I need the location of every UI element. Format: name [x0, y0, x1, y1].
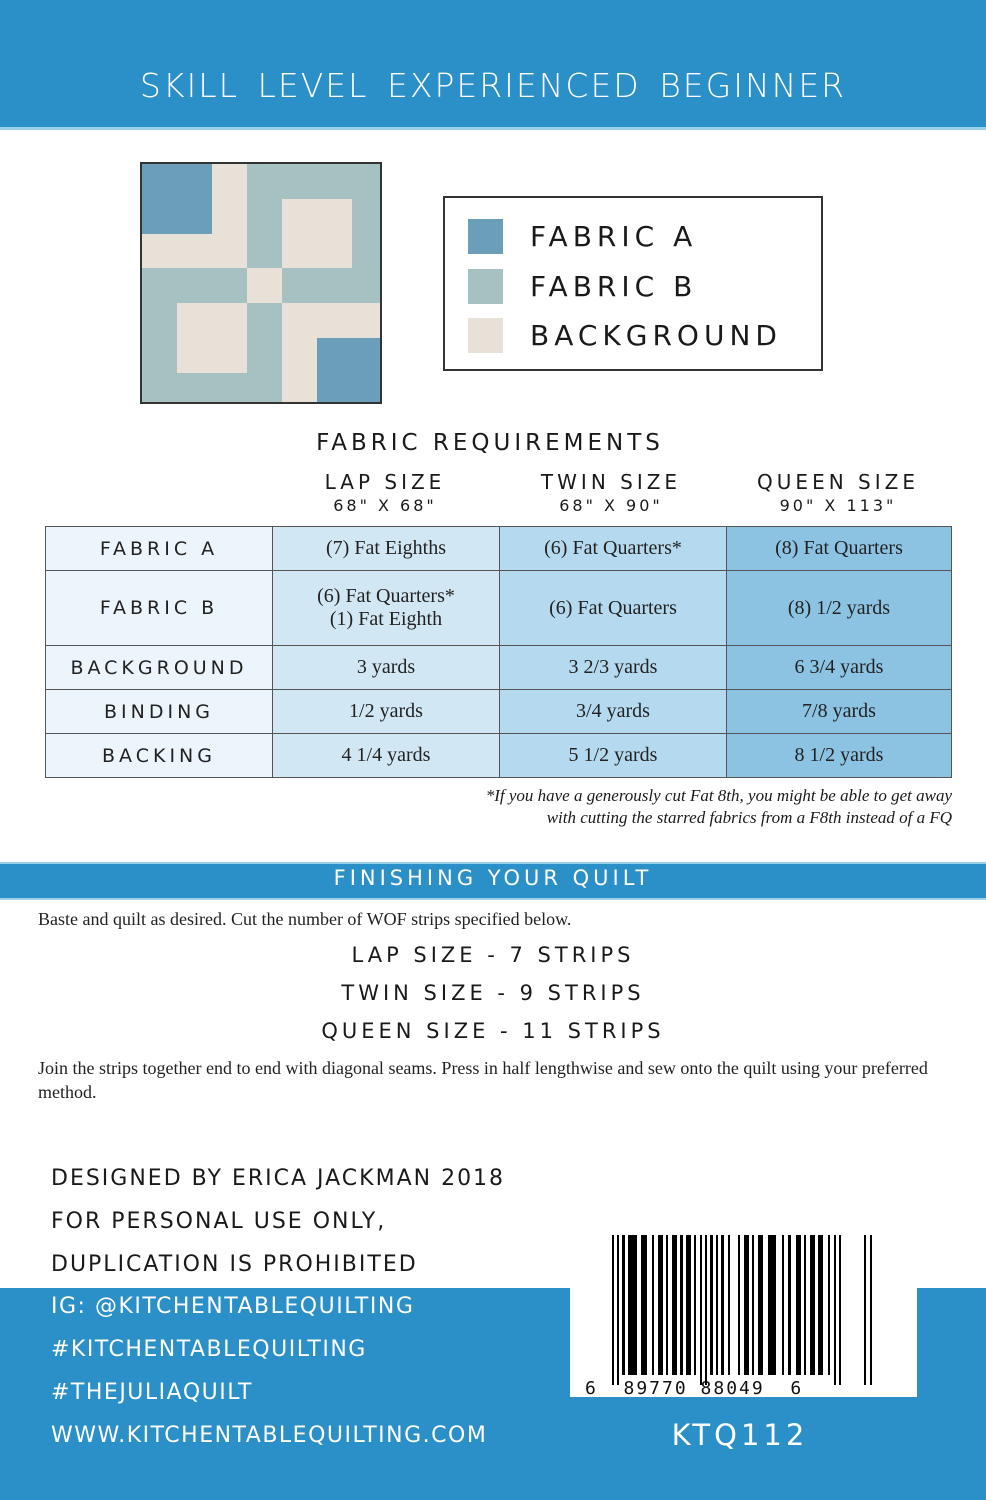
pattern-sku: KTQ112	[671, 1418, 809, 1452]
credit-duplication: DUPLICATION IS PROHIBITED	[51, 1252, 418, 1277]
strips-lap: LAP SIZE - 7 STRIPS	[351, 943, 635, 967]
barcode-number: 6 89770 88049 6	[585, 1378, 804, 1399]
legend-item-fabric-a: FABRIC A	[468, 218, 697, 254]
skill-level-title: SKILL LEVEL EXPERIENCED BEGINNER	[139, 66, 847, 105]
strips-twin: TWIN SIZE - 9 STRIPS	[341, 981, 645, 1005]
header-band	[0, 0, 986, 130]
website-link[interactable]: WWW.KITCHENTABLEQUILTING.COM	[51, 1423, 488, 1448]
footnote: *If you have a generously cut Fat 8th, you might be able to get away with cutting the starred fabrics from a F8th instead of a FQ	[485, 786, 952, 827]
finishing-intro: Baste and quilt as desired. Cut the number of WOF strips specified below.	[38, 909, 572, 929]
finishing-outro: Join the strips together end to end with diagonal seams. Press in half lengthwise and sew onto the quilt using your preferred method.	[38, 1058, 928, 1102]
legend-item-background: BACKGROUND	[468, 317, 782, 353]
column-header-lap: LAP SIZE 68" X 68"	[324, 470, 446, 515]
credit-personal-use: FOR PERSONAL USE ONLY,	[51, 1209, 387, 1234]
quilt-block-diagram	[140, 162, 382, 404]
legend-item-fabric-b: FABRIC B	[468, 268, 697, 304]
column-header-twin: TWIN SIZE 68" X 90"	[540, 470, 682, 515]
strips-queen: QUEEN SIZE - 11 STRIPS	[321, 1019, 665, 1043]
social-instagram[interactable]: IG: @KITCHENTABLEQUILTING	[51, 1294, 415, 1319]
fabric-requirements-table	[45, 526, 952, 778]
credit-designer: DESIGNED BY ERICA JACKMAN 2018	[51, 1166, 506, 1191]
swatch-fabric-a	[468, 219, 503, 254]
center-patch	[247, 268, 282, 303]
requirements-title: FABRIC REQUIREMENTS	[316, 430, 664, 456]
social-hashtag-julia[interactable]: #THEJULIAQUILT	[51, 1380, 253, 1405]
social-hashtag-ktq[interactable]: #KITCHENTABLEQUILTING	[51, 1337, 367, 1362]
table-row: BACKING 4 1/4 yards 5 1/2 yards 8 1/2 yards	[46, 734, 952, 778]
barcode-icon	[612, 1235, 877, 1385]
fabric-a-patch	[142, 164, 212, 234]
finishing-title: FINISHING YOUR QUILT	[333, 866, 653, 890]
swatch-fabric-b	[468, 269, 503, 304]
table-row: FABRIC B (6) Fat Quarters* (1) Fat Eighth (6) Fat Quarters (8) 1/2 yards	[46, 571, 952, 646]
table-row: FABRIC A (7) Fat Eighths (6) Fat Quarters* (8) Fat Quarters	[46, 527, 952, 571]
background-patch	[282, 199, 352, 268]
fabric-a-patch	[317, 338, 380, 402]
swatch-background	[468, 318, 503, 353]
background-patch	[177, 303, 247, 373]
table-row: BINDING 1/2 yards 3/4 yards 7/8 yards	[46, 690, 952, 734]
column-header-queen: QUEEN SIZE 90" X 113"	[757, 470, 919, 515]
fabric-legend	[443, 196, 823, 371]
table-row: BACKGROUND 3 yards 3 2/3 yards 6 3/4 yards	[46, 646, 952, 690]
fabric-b-patch	[247, 303, 282, 402]
fabric-b-patch	[282, 268, 380, 303]
